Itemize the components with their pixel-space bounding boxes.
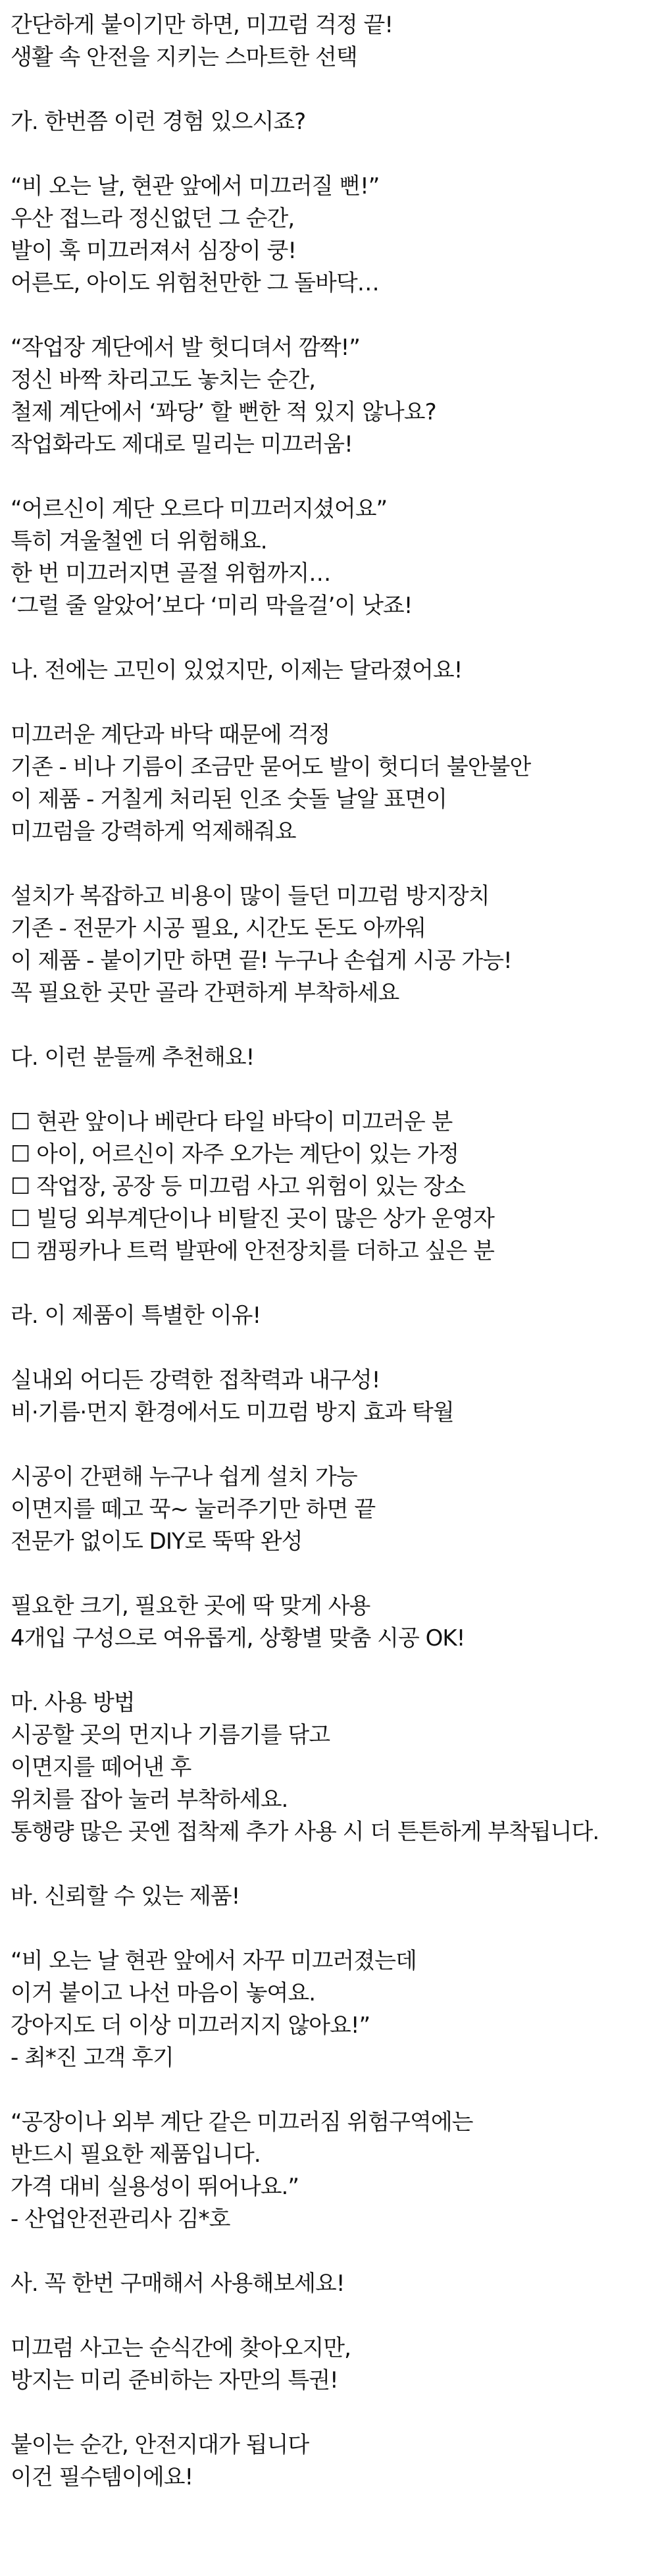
text-line: 위치를 잡아 눌러 부착하세요.: [11, 1786, 288, 1813]
scenario-rain: [11, 171, 647, 300]
text-line: 한 번 미끄러지면 골절 위험까지…: [11, 560, 331, 587]
text-line: “비 오는 날, 현관 앞에서 미끄러질 뻔!”: [11, 173, 380, 200]
text-line: 이 제품 - 거칠게 처리된 인조 숫돌 날알 표면이: [11, 786, 447, 813]
checklist-item: ☐ 캠핑카나 트럭 발판에 안전장치를 더하고 싶은 분: [11, 1238, 495, 1264]
closing-message: [11, 2332, 647, 2397]
text-line: 이건 필수템이에요!: [11, 2464, 193, 2490]
text-line: 필요한 크기, 필요한 곳에 딱 맞게 사용: [11, 1593, 370, 1619]
heading-text: 다. 이런 분들께 추천해요!: [11, 1044, 255, 1071]
text-line: 작업화라도 제대로 밀리는 미끄러움!: [11, 431, 353, 458]
text-line: 실내외 어디든 강력한 접착력과 내구성!: [11, 1367, 380, 1393]
text-line: 특히 겨울철엔 더 위험해요.: [11, 528, 267, 554]
heading-text: 나. 전에는 고민이 있었지만, 이제는 달라졌어요!: [11, 657, 463, 684]
section-heading: [11, 1300, 647, 1332]
text-line: 미끄럼을 강력하게 억제해줘요: [11, 818, 296, 845]
text-line: 우산 접느라 정신없던 그 순간,: [11, 205, 295, 232]
text-line: 발이 훅 미끄러져서 심장이 쿵!: [11, 238, 296, 264]
text-line: 이면지를 떼어낸 후: [11, 1754, 191, 1781]
expert-review: [11, 2106, 647, 2236]
text-line: ‘그럴 줄 알았어’보다 ‘미리 막을걸’이 낫죠!: [11, 593, 413, 619]
heading-text: 마. 사용 방법: [11, 1690, 135, 1716]
text-line: 생활 속 안전을 지키는 스마트한 선택: [11, 44, 357, 70]
text-line: “공장이나 외부 계단 같은 미끄러짐 위험구역에는: [11, 2109, 473, 2135]
text-line: 철제 계단에서 ‘꽈당’ 할 뻔한 적 있지 않나요?: [11, 399, 436, 425]
text-line: 기존 - 전문가 시공 필요, 시간도 돈도 아까워: [11, 915, 426, 942]
text-line: 이거 붙이고 나선 마음이 놓여요.: [11, 1980, 316, 2006]
text-line: 꼭 필요한 곳만 골라 간편하게 부착하세요: [11, 980, 399, 1006]
text-line: 간단하게 붙이기만 하면, 미끄럼 걱정 끝!: [11, 12, 393, 38]
scenario-workplace: [11, 332, 647, 461]
customer-review: [11, 1945, 647, 2074]
text-line: 시공이 간편해 누구나 쉽게 설치 가능: [11, 1464, 357, 1490]
text-line: 가격 대비 실용성이 뛰어나요.”: [11, 2174, 299, 2200]
feature-adhesion: [11, 1364, 647, 1429]
checklist-item: ☐ 현관 앞이나 베란다 타일 바닥이 미끄러운 분: [11, 1109, 453, 1135]
heading-text: 바. 신뢰할 수 있는 제품!: [11, 1883, 240, 1910]
text-line: 어른도, 아이도 위험천만한 그 돌바닥…: [11, 270, 379, 296]
section-heading: [11, 2268, 647, 2300]
heading-text: 라. 이 제품이 특별한 이유!: [11, 1302, 261, 1329]
text-line: 이면지를 떼고 꾹~ 눌러주기만 하면 끝: [11, 1496, 376, 1522]
scenario-elderly: [11, 493, 647, 622]
feature-easy-install: [11, 1461, 647, 1558]
text-line: 이 제품 - 붙이기만 하면 끝! 누구나 손쉽게 시공 가능!: [11, 948, 512, 974]
recommendation-checklist: [11, 1106, 647, 1268]
heading-text: 사. 꼭 한번 구매해서 사용해보세요!: [11, 2270, 345, 2297]
text-line: 방지는 미리 준비하는 자만의 특권!: [11, 2367, 338, 2394]
text-line: 반드시 필요한 제품입니다.: [11, 2141, 261, 2168]
text-line: 정신 바짝 차리고도 놓치는 순간,: [11, 367, 316, 393]
usage-instructions: [11, 1687, 647, 1848]
text-line: 비·기름·먼지 환경에서도 미끄럼 방지 효과 탁월: [11, 1399, 454, 1426]
intro-paragraph: [11, 9, 647, 74]
section-heading: [11, 655, 647, 687]
text-line: 미끄러운 계단과 바닥 때문에 걱정: [11, 722, 330, 748]
text-line: 통행량 많은 곳엔 접착제 추가 사용 시 더 튼튼하게 부착됩니다.: [11, 1819, 599, 1845]
text-line: 전문가 없이도 DIY로 뚝딱 완성: [11, 1528, 303, 1555]
text-line: 기존 - 비나 기름이 조금만 묻어도 발이 헛디더 불안불안: [11, 754, 531, 780]
checklist-item: ☐ 작업장, 공장 등 미끄럼 사고 위험이 있는 장소: [11, 1173, 465, 1200]
text-line: 미끄럼 사고는 순식간에 찾아오지만,: [11, 2335, 351, 2361]
review-author: - 최*진 고객 후기: [11, 2045, 174, 2071]
closing-tagline: [11, 2429, 647, 2494]
section-heading: [11, 1881, 647, 1913]
review-author: - 산업안전관리사 김*호: [11, 2206, 230, 2232]
text-line: 강아지도 더 이상 미끄러지지 않아요!”: [11, 2012, 370, 2039]
comparison-slip: [11, 719, 647, 848]
checklist-item: ☐ 빌딩 외부계단이나 비탈진 곳이 많은 상가 운영자: [11, 1206, 495, 1232]
text-line: “비 오는 날 현관 앞에서 자꾸 미끄러졌는데: [11, 1948, 417, 1974]
text-line: 설치가 복잡하고 비용이 많이 들던 미끄럼 방지장치: [11, 883, 490, 909]
text-line: “어르신이 계단 오르다 미끄러지셨어요”: [11, 496, 388, 522]
text-line: 시공할 곳의 먼지나 기름기를 닦고: [11, 1722, 330, 1748]
comparison-install: [11, 880, 647, 1009]
section-heading: [11, 1042, 647, 1074]
section-heading: [11, 106, 647, 138]
text-line: 4개입 구성으로 여유롭게, 상황별 맞춤 시공 OK!: [11, 1625, 465, 1651]
text-line: “작업장 계단에서 발 헛디뎌서 깜짝!”: [11, 335, 360, 361]
feature-size: [11, 1590, 647, 1655]
checklist-item: ☐ 아이, 어르신이 자주 오가는 계단이 있는 가정: [11, 1141, 459, 1167]
text-line: 붙이는 순간, 안전지대가 됩니다: [11, 2432, 309, 2458]
heading-text: 가. 한번쯤 이런 경험 있으시죠?: [11, 109, 306, 135]
